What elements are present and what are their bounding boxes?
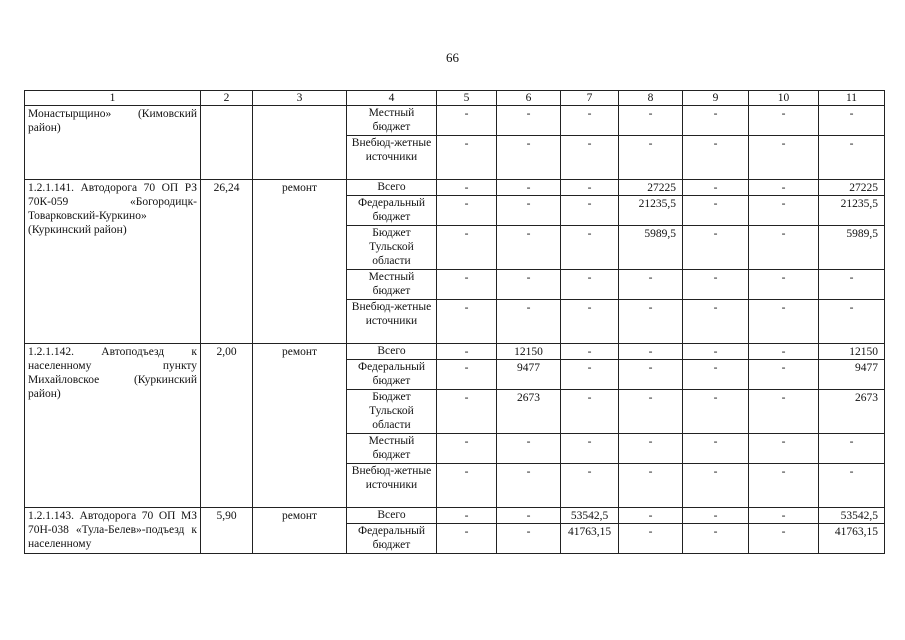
length-cell: 2,00	[201, 344, 253, 508]
value-cell: -	[683, 524, 749, 554]
value-cell: -	[497, 270, 561, 300]
value-cell: 9477	[497, 360, 561, 390]
value-cell: -	[819, 106, 885, 136]
value-cell: -	[497, 106, 561, 136]
value-cell: -	[437, 226, 497, 270]
budget-table	[24, 90, 885, 554]
value-cell: -	[749, 508, 819, 524]
value-cell: -	[749, 106, 819, 136]
value-cell: -	[749, 270, 819, 300]
value-cell: -	[561, 226, 619, 270]
column-header: 5	[437, 91, 497, 106]
value-cell: -	[749, 434, 819, 464]
value-cell: -	[437, 464, 497, 508]
table-row	[25, 508, 885, 524]
funding-source: Всего	[347, 180, 437, 196]
value-cell: -	[683, 106, 749, 136]
column-header: 4	[347, 91, 437, 106]
value-cell: -	[819, 300, 885, 344]
value-cell: -	[819, 270, 885, 300]
work-type-cell	[253, 106, 347, 180]
value-cell: -	[437, 136, 497, 180]
funding-source: Федеральный бюджет	[347, 360, 437, 390]
work-type-cell: ремонт	[253, 508, 347, 554]
value-cell: -	[683, 390, 749, 434]
value-cell: -	[619, 524, 683, 554]
value-cell: -	[497, 226, 561, 270]
table-row	[25, 344, 885, 360]
value-cell: -	[619, 434, 683, 464]
value-cell: -	[683, 300, 749, 344]
value-cell: -	[749, 300, 819, 344]
value-cell: -	[749, 390, 819, 434]
length-cell: 5,90	[201, 508, 253, 554]
value-cell: 5989,5	[619, 226, 683, 270]
value-cell: -	[619, 508, 683, 524]
value-cell: -	[437, 344, 497, 360]
value-cell: -	[497, 524, 561, 554]
table-row	[25, 180, 885, 196]
value-cell: -	[619, 464, 683, 508]
value-cell: -	[683, 270, 749, 300]
value-cell: -	[619, 390, 683, 434]
value-cell: 21235,5	[619, 196, 683, 226]
value-cell: 27225	[619, 180, 683, 196]
item-description: Монастырщино» (Кимовский район)	[25, 106, 201, 180]
work-type-cell: ремонт	[253, 180, 347, 344]
funding-source: Федеральный бюджет	[347, 524, 437, 554]
funding-source: Всего	[347, 344, 437, 360]
value-cell: -	[437, 270, 497, 300]
page-number: 66	[446, 50, 459, 65]
column-header: 2	[201, 91, 253, 106]
funding-source: Внебюд-жетные источники	[347, 136, 437, 180]
value-cell: 9477	[819, 360, 885, 390]
value-cell: -	[749, 344, 819, 360]
value-cell: -	[561, 106, 619, 136]
value-cell: -	[437, 434, 497, 464]
value-cell: -	[437, 360, 497, 390]
column-header: 7	[561, 91, 619, 106]
value-cell: -	[561, 390, 619, 434]
funding-source: Бюджет Тульской области	[347, 226, 437, 270]
value-cell: -	[619, 106, 683, 136]
value-cell: -	[497, 464, 561, 508]
value-cell: 12150	[819, 344, 885, 360]
funding-source: Местный бюджет	[347, 270, 437, 300]
value-cell: -	[749, 226, 819, 270]
length-cell: 26,24	[201, 180, 253, 344]
value-cell: 53542,5	[819, 508, 885, 524]
value-cell: -	[497, 300, 561, 344]
value-cell: -	[749, 136, 819, 180]
work-type-cell: ремонт	[253, 344, 347, 508]
value-cell: -	[683, 344, 749, 360]
value-cell: -	[561, 196, 619, 226]
column-header: 9	[683, 91, 749, 106]
value-cell: -	[561, 180, 619, 196]
column-header: 1	[25, 91, 201, 106]
value-cell: -	[619, 136, 683, 180]
value-cell: -	[619, 270, 683, 300]
funding-source: Местный бюджет	[347, 434, 437, 464]
value-cell: -	[561, 344, 619, 360]
value-cell: 41763,15	[819, 524, 885, 554]
value-cell: -	[619, 344, 683, 360]
value-cell: -	[437, 390, 497, 434]
value-cell: -	[819, 136, 885, 180]
value-cell: -	[683, 180, 749, 196]
value-cell: -	[749, 524, 819, 554]
value-cell: -	[437, 508, 497, 524]
value-cell: -	[561, 300, 619, 344]
value-cell: 2673	[497, 390, 561, 434]
value-cell: -	[437, 180, 497, 196]
length-cell	[201, 106, 253, 180]
value-cell: 5989,5	[819, 226, 885, 270]
column-header: 6	[497, 91, 561, 106]
funding-source: Федеральный бюджет	[347, 196, 437, 226]
funding-source: Местный бюджет	[347, 106, 437, 136]
value-cell: -	[561, 360, 619, 390]
value-cell: -	[819, 464, 885, 508]
funding-source: Бюджет Тульской области	[347, 390, 437, 434]
funding-source: Внебюд-жетные источники	[347, 300, 437, 344]
header-row	[25, 91, 885, 106]
column-header: 8	[619, 91, 683, 106]
value-cell: -	[561, 464, 619, 508]
value-cell: -	[749, 360, 819, 390]
value-cell: -	[437, 300, 497, 344]
value-cell: 2673	[819, 390, 885, 434]
value-cell: -	[497, 136, 561, 180]
value-cell: -	[749, 196, 819, 226]
value-cell: -	[437, 524, 497, 554]
value-cell: -	[619, 300, 683, 344]
value-cell: -	[561, 434, 619, 464]
value-cell: 27225	[819, 180, 885, 196]
value-cell: 41763,15	[561, 524, 619, 554]
value-cell: -	[437, 196, 497, 226]
value-cell: -	[683, 196, 749, 226]
funding-source: Всего	[347, 508, 437, 524]
value-cell: -	[749, 464, 819, 508]
value-cell: -	[683, 136, 749, 180]
funding-source: Внебюд-жетные источники	[347, 464, 437, 508]
table-row	[25, 106, 885, 136]
item-description: 1.2.1.141. Автодорога 70 ОП РЗ 70К-059 «Богородицк-Товарковский-Куркино» (Куркинский район)	[25, 180, 201, 344]
value-cell: -	[437, 106, 497, 136]
value-cell: -	[683, 464, 749, 508]
column-header: 11	[819, 91, 885, 106]
value-cell: -	[619, 360, 683, 390]
column-header: 10	[749, 91, 819, 106]
value-cell: -	[819, 434, 885, 464]
item-description: 1.2.1.142. Автоподъезд к населенному пункту Михайловское (Куркинский район)	[25, 344, 201, 508]
value-cell: -	[683, 508, 749, 524]
value-cell: 21235,5	[819, 196, 885, 226]
value-cell: -	[683, 434, 749, 464]
value-cell: -	[683, 226, 749, 270]
value-cell: -	[749, 180, 819, 196]
value-cell: -	[683, 360, 749, 390]
value-cell: -	[497, 180, 561, 196]
column-header: 3	[253, 91, 347, 106]
value-cell: -	[561, 270, 619, 300]
value-cell: -	[497, 508, 561, 524]
item-description: 1.2.1.143. Автодорога 70 ОП МЗ 70Н-038 «Тула-Белев»-подъезд к населенному	[25, 508, 201, 554]
value-cell: -	[497, 434, 561, 464]
value-cell: -	[497, 196, 561, 226]
value-cell: -	[561, 136, 619, 180]
value-cell: 12150	[497, 344, 561, 360]
value-cell: 53542,5	[561, 508, 619, 524]
